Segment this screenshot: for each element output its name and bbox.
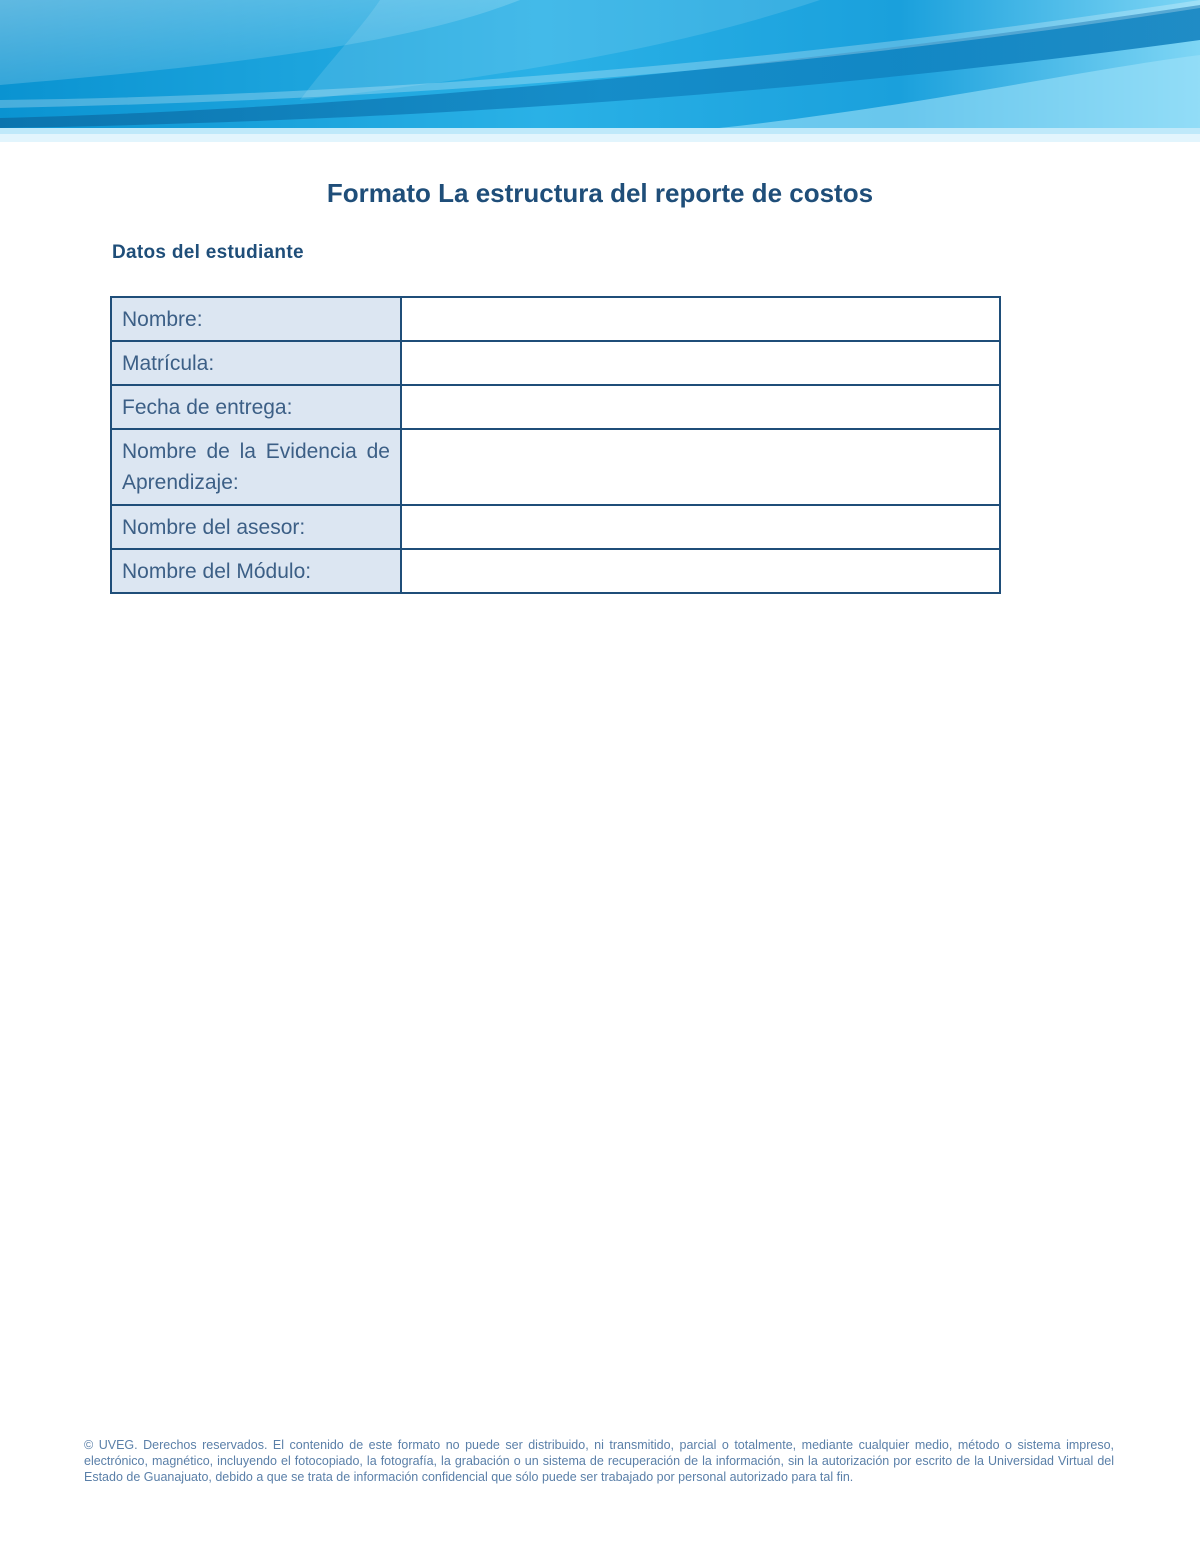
table-row	[111, 549, 1000, 593]
label-evidence-name: Nombre de la Evidencia de Aprendizaje:	[111, 429, 401, 505]
table-row	[111, 505, 1000, 549]
label-name: Nombre:	[111, 297, 401, 341]
value-enrollment[interactable]	[401, 341, 1000, 385]
label-enrollment: Matrícula:	[111, 341, 401, 385]
value-evidence-name[interactable]	[401, 429, 1000, 505]
section-heading: Datos del estudiante	[112, 242, 304, 263]
banner-graphic	[0, 0, 1200, 148]
copyright-notice: © UVEG. Derechos reservados. El contenido de este formato no puede ser distribuido, ni transmitido, parcial o totalmente, mediante cualquier medio, método o sistema impreso, electrónico, magnético, incluyendo el fotocopiado, la fotografía, la grabación o un sistema de recuperación de la información, sin la autorización por escrito de la Universidad Virtual del Estado de Guanajuato, debido a que se trata de información confidencial que sólo puede ser trabajado por personal autorizado para tal fin.	[84, 1438, 1114, 1484]
header-banner	[0, 0, 1200, 148]
table-row	[111, 297, 1000, 341]
value-advisor[interactable]	[401, 505, 1000, 549]
value-name[interactable]	[401, 297, 1000, 341]
label-advisor: Nombre del asesor:	[111, 505, 401, 549]
table-row	[111, 429, 1000, 505]
label-delivery-date: Fecha de entrega:	[111, 385, 401, 429]
student-data-table	[110, 296, 1001, 594]
value-module[interactable]	[401, 549, 1000, 593]
table-row	[111, 385, 1000, 429]
table-row	[111, 341, 1000, 385]
document-title: Formato La estructura del reporte de costos	[326, 178, 874, 208]
label-module: Nombre del Módulo:	[111, 549, 401, 593]
value-delivery-date[interactable]	[401, 385, 1000, 429]
